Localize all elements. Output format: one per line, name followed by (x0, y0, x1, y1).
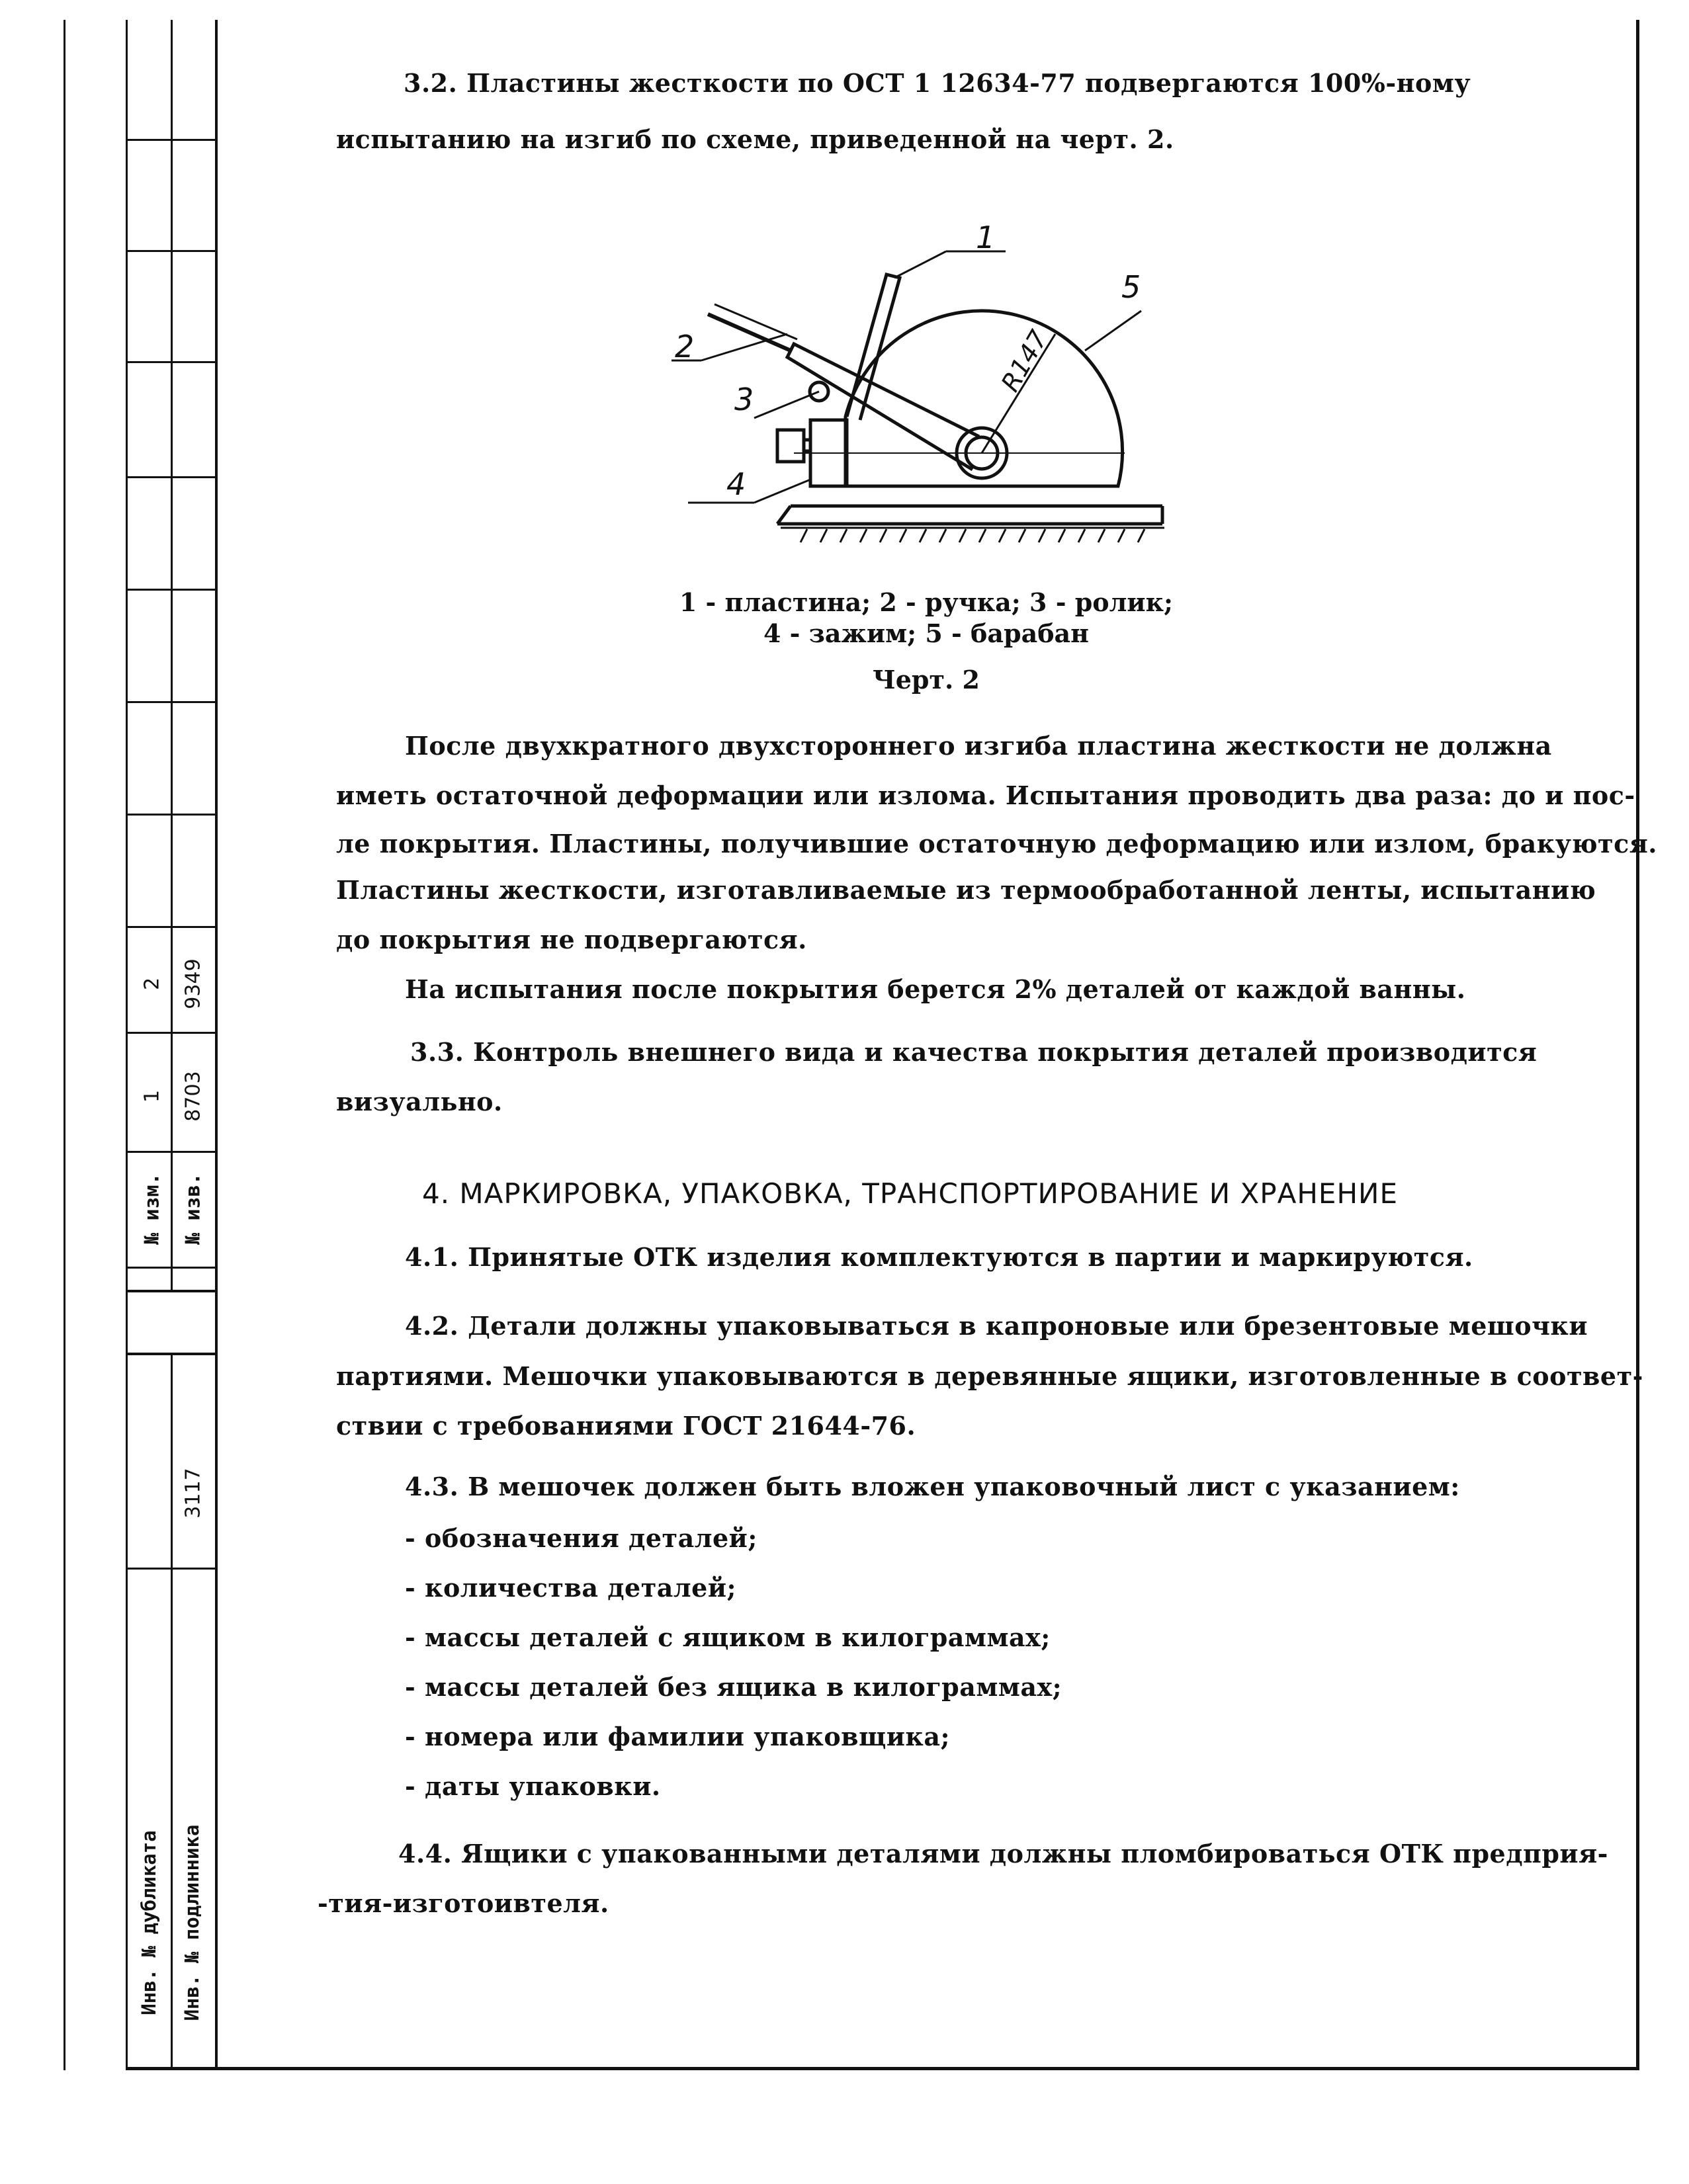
list-item: - массы деталей с ящиком в килограммах; (405, 1622, 1051, 1652)
figure-label-1: 1 (976, 220, 996, 255)
original-inventory-label: Инв. № подлинника (181, 1824, 203, 2021)
margin-rule (126, 1267, 216, 1269)
bottom-border (126, 2067, 1639, 2070)
after-test-line4: Пластины жесткости, изготавливаемые из термообработанной ленты, испытанию (336, 875, 1596, 905)
after-test-line3: ле покрытия. Пластины, получившие остаточную деформацию или излом, бракуются. (336, 829, 1658, 859)
figure-caption: Черт. 2 (873, 665, 980, 694)
frame-left-line (215, 20, 218, 2070)
margin-rule (126, 476, 216, 478)
list-item: - даты упаковки. (405, 1771, 661, 1801)
after-test-line2: иметь остаточной деформации или излома. Испытания проводить два раза: до и пос- (336, 780, 1635, 810)
after-test-line6: На испытания после покрытия берется 2% деталей от каждой ванны. (405, 974, 1466, 1004)
margin-rule (126, 1032, 216, 1034)
notice-number-label: № изв. (181, 1173, 205, 1245)
section-4-2-line2: партиями. Мешочки упаковываются в деревянные ящики, изготовленные в соответ- (336, 1361, 1643, 1391)
margin-rule (126, 139, 216, 141)
after-test-line1: После двухкратного двухстороннего изгиба пластина жесткости не должна (405, 731, 1552, 761)
margin-rule (126, 1290, 216, 1292)
far-left-edge (126, 20, 128, 2070)
list-item: - обозначения деталей; (405, 1523, 758, 1553)
figure-label-5: 5 (1121, 269, 1141, 305)
notice-1: 8703 (181, 1071, 205, 1122)
section-4-4-line2: -тия-изготоивтеля. (318, 1888, 609, 1918)
notice-2: 9349 (181, 958, 205, 1009)
section-3-3-line2: визуально. (336, 1087, 503, 1116)
radius-label: R147 (995, 325, 1054, 397)
list-item: - количества деталей; (405, 1573, 737, 1603)
right-border (1636, 20, 1639, 2070)
after-test-line5: до покрытия не подвергаются. (336, 925, 807, 954)
figure-legend-line1: 1 - пластина; 2 - ручка; 3 - ролик; (679, 587, 1174, 617)
figure-label-3: 3 (734, 382, 754, 417)
change-1: 1 (140, 1089, 164, 1103)
section-3-2-line1: 3.2. Пластины жесткости по ОСТ 1 12634-77 подвергаются 100%-ному (404, 68, 1471, 98)
margin-rule (126, 250, 216, 252)
section-4-2-line3: ствии с требованиями ГОСТ 21644-76. (336, 1411, 916, 1441)
margin-rule (126, 814, 216, 816)
figure-label-2: 2 (675, 329, 695, 364)
section-4-3: 4.3. В мешочек должен быть вложен упаковочный лист с указанием: (405, 1472, 1460, 1501)
section-4-heading: 4. МАРКИРОВКА, УПАКОВКА, ТРАНСПОРТИРОВАНИЕ И ХРАНЕНИЕ (422, 1177, 1398, 1210)
section-4-4-line1: 4.4. Ящики с упакованными деталями должны пломбироваться ОТК предприя- (398, 1839, 1608, 1869)
figure-legend-line2: 4 - зажим; 5 - барабан (763, 618, 1089, 648)
margin-rule (126, 589, 216, 591)
change-number-label: № изм. (140, 1173, 164, 1245)
margin-divider-lower (171, 1353, 173, 2067)
left-outer-border (64, 20, 65, 2070)
list-item: - массы деталей без ящика в килограммах; (405, 1672, 1062, 1702)
margin-rule (126, 1151, 216, 1153)
figure-label-4: 4 (726, 466, 746, 502)
margin-divider (171, 20, 173, 1290)
bend-test-diagram (648, 218, 1178, 549)
margin-rule (126, 926, 216, 928)
duplicate-inventory-label: Инв. № дубликата (138, 1830, 160, 2015)
margin-rule (126, 1353, 216, 1355)
list-item: - номера или фамилии упаковщика; (405, 1722, 950, 1751)
section-4-2-line1: 4.2. Детали должны упаковываться в капроновые или брезентовые мешочки (405, 1311, 1588, 1341)
change-2: 2 (140, 977, 164, 991)
section-3-2-line2: испытанию на изгиб по схеме, приведенной на черт. 2. (336, 124, 1174, 154)
margin-rule (126, 361, 216, 363)
margin-rule (126, 1568, 216, 1570)
section-4-1: 4.1. Принятые ОТК изделия комплектуются в партии и маркируются. (405, 1242, 1473, 1272)
section-3-3-line1: 3.3. Контроль внешнего вида и качества покрытия деталей производится (410, 1037, 1537, 1067)
original-inventory-value: 3117 (181, 1468, 205, 1519)
margin-rule (126, 701, 216, 703)
